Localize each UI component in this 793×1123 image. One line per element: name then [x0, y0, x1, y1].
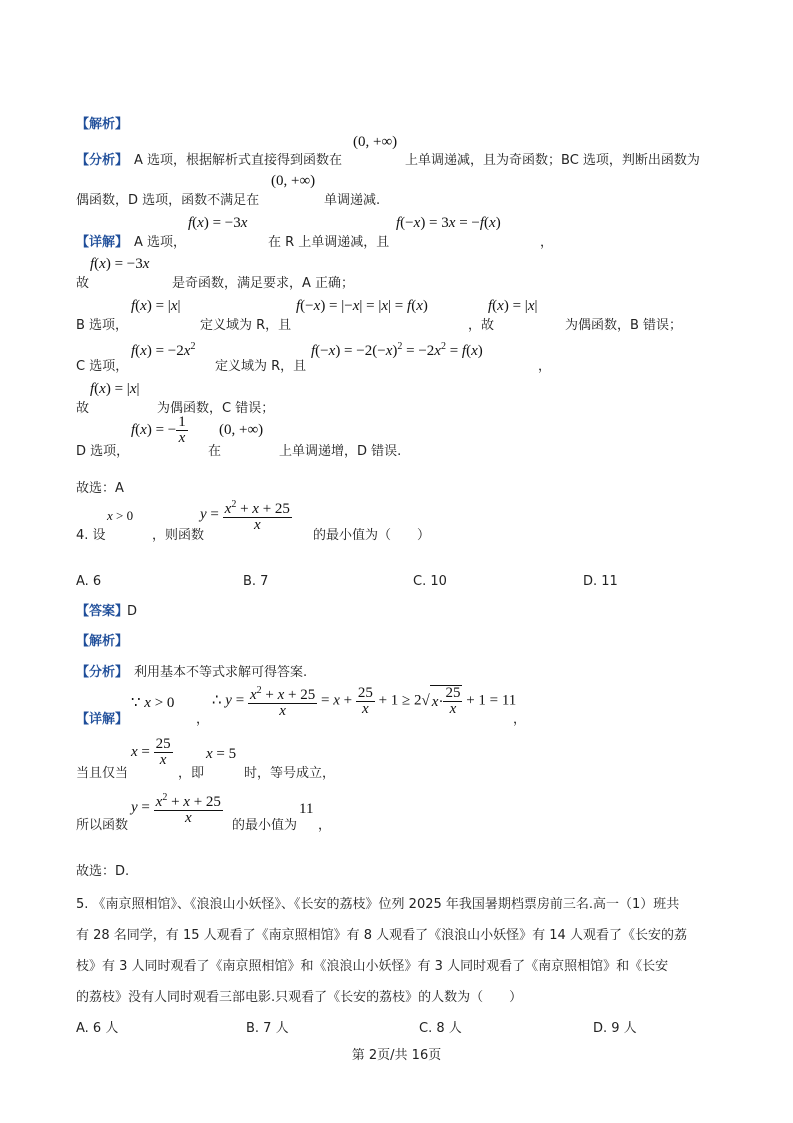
- math-y-function: y = $\frac{x^2 + x + 25}{x}$: [200, 499, 290, 533]
- analysis-text: 利用基本不等式求解可得答案.: [134, 665, 308, 680]
- detail-text: 为偶函数，B 错误；: [565, 318, 683, 333]
- analysis-text: 单调递减.: [324, 193, 381, 208]
- option-b: B. 7 人: [246, 1021, 289, 1036]
- detail-text: 是奇函数，满足要求，A 正确；: [172, 276, 355, 291]
- option-d: D. 11: [583, 574, 618, 589]
- detail-text: 定义域为 R，且: [215, 359, 307, 374]
- math-fx-neg2x2: $f(x) = -2x^2$: [131, 341, 196, 359]
- detail-text: 在 R 上单调递减，且: [268, 235, 390, 250]
- analysis-heading: 【解析】: [76, 634, 129, 649]
- math-fx-absx: f(x) = |x|: [90, 381, 140, 397]
- math-fnegx-neg2x2: $f(-x) = -2(-x)^2 = -2x^2 = f(x)$: [311, 341, 483, 359]
- question-5-line: 有 28 名同学，有 15 人观看了《南京照相馆》有 8 人观看了《浪浪山小妖怪》有 14 人观看了《长安的荔: [76, 928, 687, 943]
- question-5-line: 枝》有 3 人同时观看了《南京照相馆》和《浪浪山小妖怪》有 3 人同时观看了《南京照相馆》和《长安: [76, 959, 669, 974]
- math-fx-absx: f(x) = |x|: [488, 298, 538, 314]
- option-a: A. 6 人: [76, 1021, 119, 1036]
- answer-value: D: [127, 604, 138, 619]
- math-because-x-gt-0: ∵ x > 0: [131, 695, 175, 711]
- question-5-line: 的荔枝》没有人同时观看三部电影.只观看了《长安的荔枝》的人数为（ ）: [76, 990, 523, 1005]
- question-4-text: 4. 设: [76, 528, 106, 543]
- option-b: B. 7: [243, 574, 269, 589]
- detail-text: 定义域为 R，且: [200, 318, 292, 333]
- detail-text: 所以函数: [76, 818, 129, 833]
- math-x-gt-0: x > 0: [107, 508, 134, 523]
- detail-text: 的最小值为: [232, 818, 298, 833]
- answer-line: 故选：D.: [76, 864, 130, 879]
- detail-text: ，: [540, 235, 554, 250]
- math-y-function: y = $\frac{x^2 + x + 25}{x}$: [131, 792, 221, 826]
- math-x-eq-5: x = 5: [206, 746, 237, 762]
- detail-text: ，故: [468, 318, 495, 333]
- option-c: C. 8 人: [419, 1021, 462, 1036]
- detail-text: D 选项，: [76, 444, 130, 459]
- math-inequality-chain: ∴ y = $\frac{x^2 + x + 25}{x}$ = x + $\frac{25}{x}$ + 1 ≥ 2 √ x · $\frac{25}{x}$ + 1 = 11: [212, 684, 517, 719]
- math-interval-2: (0, +∞): [271, 173, 316, 189]
- detail-label: 【详解】: [76, 235, 129, 250]
- option-a: A. 6: [76, 574, 102, 589]
- detail-text: 在: [208, 444, 222, 459]
- question-4-text: ，则函数: [152, 528, 205, 543]
- detail-text: 时，等号成立，: [244, 766, 336, 781]
- detail-text: 为偶函数，C 错误；: [157, 401, 275, 416]
- analysis-text: 上单调递减，且为奇函数；BC 选项，判断出函数为: [405, 153, 700, 168]
- detail-text: ，: [513, 712, 527, 727]
- analysis-text: 偶函数，D 选项，函数不满足在: [76, 193, 260, 208]
- analysis-label: 【分析】: [76, 665, 129, 680]
- math-x-eq-25-over-x: x = $\frac{25}{x}$: [131, 736, 171, 768]
- math-fx-neg-1-over-x: f(x) = − $\frac{1}{x}$: [131, 414, 186, 446]
- math-fx-neg3x: f(x) = −3x: [188, 215, 248, 231]
- answer-line: 故选：A: [76, 481, 124, 496]
- option-c: C. 10: [413, 574, 447, 589]
- detail-label: 【详解】: [76, 712, 129, 727]
- page-footer: 第 2页/共 16页: [351, 1048, 442, 1063]
- detail-text: C 选项，: [76, 359, 129, 374]
- question-5-line: 5. 《南京照相馆》、《浪浪山小妖怪》、《长安的荔枝》位列 2025 年我国暑期档票房前三名.高一（1）班共: [76, 897, 680, 912]
- math-fx-absx: f(x) = |x|: [131, 298, 181, 314]
- analysis-label: 【分析】: [76, 153, 129, 168]
- math-eleven: 11: [299, 801, 314, 817]
- analysis-heading: 【解析】: [76, 117, 129, 132]
- detail-text: 故: [76, 276, 90, 291]
- math-interval-1: (0, +∞): [353, 134, 398, 150]
- detail-text: A 选项，: [134, 235, 187, 250]
- detail-text: ，: [318, 818, 332, 833]
- math-fx-neg3x: f(x) = −3x: [90, 256, 150, 272]
- answer-label: 【答案】: [76, 604, 129, 619]
- detail-text: ，: [538, 359, 552, 374]
- detail-text: B 选项，: [76, 318, 129, 333]
- math-fnegx: f(−x) = 3x = −f(x): [396, 215, 501, 231]
- detail-text: 上单调递增，D 错误.: [279, 444, 402, 459]
- detail-text: ，: [196, 712, 210, 727]
- option-d: D. 9 人: [593, 1021, 637, 1036]
- math-fnegx-abs: f(−x) = |−x| = |x| = f(x): [296, 298, 428, 314]
- detail-text: 故: [76, 401, 90, 416]
- math-interval-3: (0, +∞): [219, 422, 264, 438]
- detail-text: ，即: [178, 766, 205, 781]
- detail-text: 当且仅当: [76, 766, 129, 781]
- analysis-text: A 选项，根据解析式直接得到函数在: [134, 153, 343, 168]
- question-4-text: 的最小值为（ ）: [313, 528, 431, 543]
